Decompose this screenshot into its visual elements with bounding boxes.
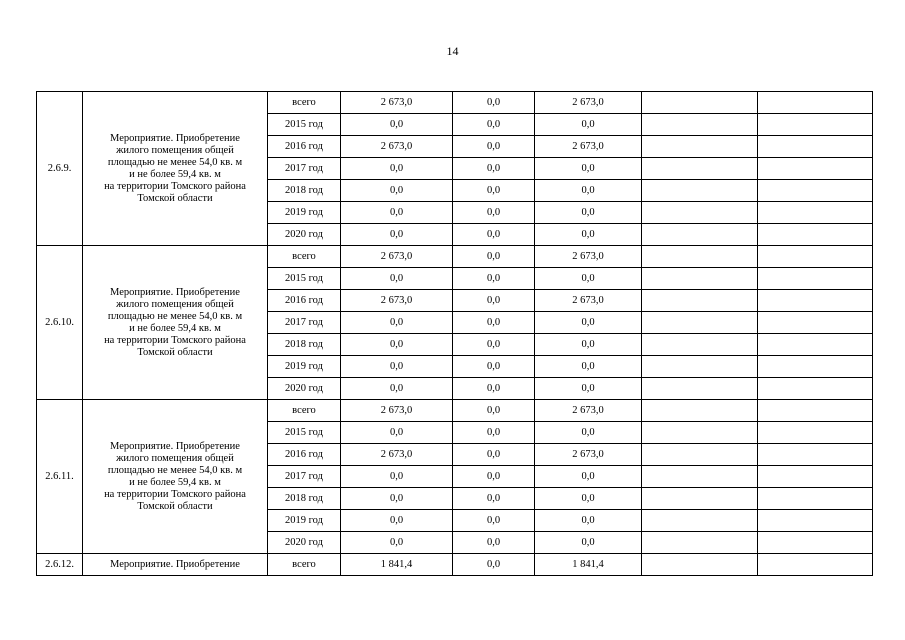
empty-cell (642, 180, 758, 202)
empty-cell (642, 378, 758, 400)
empty-cell (642, 224, 758, 246)
empty-cell (758, 554, 873, 576)
empty-cell (758, 312, 873, 334)
federal-cell: 0,0 (453, 92, 535, 114)
total-cell: 2 673,0 (341, 400, 453, 422)
empty-cell (642, 202, 758, 224)
federal-cell: 0,0 (453, 400, 535, 422)
federal-cell: 0,0 (453, 268, 535, 290)
description-line: на территории Томского района (104, 488, 246, 500)
period-cell: 2020 год (268, 224, 341, 246)
total-cell: 0,0 (341, 224, 453, 246)
federal-cell: 0,0 (453, 422, 535, 444)
empty-cell (758, 224, 873, 246)
total-cell: 0,0 (341, 356, 453, 378)
regional-cell: 0,0 (535, 114, 642, 136)
empty-cell (758, 378, 873, 400)
period-cell: 2015 год (268, 268, 341, 290)
federal-cell: 0,0 (453, 312, 535, 334)
empty-cell (642, 290, 758, 312)
activity-number: 2.6.10. (37, 246, 83, 400)
federal-cell: 0,0 (453, 136, 535, 158)
empty-cell (758, 158, 873, 180)
regional-cell: 2 673,0 (535, 92, 642, 114)
regional-cell: 0,0 (535, 510, 642, 532)
description-line: Мероприятие. Приобретение (110, 440, 240, 452)
total-cell: 2 673,0 (341, 290, 453, 312)
table-row (37, 400, 873, 422)
description-line: площадью не менее 54,0 кв. м (107, 156, 243, 168)
empty-cell (642, 444, 758, 466)
empty-cell (758, 488, 873, 510)
total-cell: 0,0 (341, 466, 453, 488)
period-cell: 2015 год (268, 114, 341, 136)
period-cell: 2017 год (268, 158, 341, 180)
federal-cell: 0,0 (453, 334, 535, 356)
description-line: жилого помещения общей (116, 452, 234, 464)
regional-cell: 0,0 (535, 356, 642, 378)
period-cell: всего (268, 92, 341, 114)
description-line: на территории Томского района (104, 334, 246, 346)
regional-cell: 0,0 (535, 180, 642, 202)
total-cell: 0,0 (341, 158, 453, 180)
total-cell: 0,0 (341, 532, 453, 554)
federal-cell: 0,0 (453, 180, 535, 202)
description-line: Мероприятие. Приобретение (110, 558, 240, 570)
total-cell: 2 673,0 (341, 136, 453, 158)
empty-cell (642, 92, 758, 114)
activity-number: 2.6.12. (37, 554, 83, 576)
funding-table (36, 91, 873, 576)
description-line: жилого помещения общей (116, 298, 234, 310)
empty-cell (758, 246, 873, 268)
activity-description (83, 92, 268, 246)
total-cell: 0,0 (341, 488, 453, 510)
empty-cell (758, 114, 873, 136)
regional-cell: 0,0 (535, 334, 642, 356)
total-cell: 2 673,0 (341, 246, 453, 268)
description-line: Мероприятие. Приобретение (110, 132, 240, 144)
federal-cell: 0,0 (453, 466, 535, 488)
empty-cell (642, 400, 758, 422)
activity-description (83, 400, 268, 554)
empty-cell (758, 422, 873, 444)
empty-cell (758, 444, 873, 466)
regional-cell: 1 841,4 (535, 554, 642, 576)
federal-cell: 0,0 (453, 554, 535, 576)
period-cell: 2016 год (268, 444, 341, 466)
period-cell: 2019 год (268, 202, 341, 224)
description-line: Томской области (137, 192, 213, 204)
period-cell: всего (268, 400, 341, 422)
activity-description (83, 554, 268, 576)
empty-cell (642, 312, 758, 334)
empty-cell (642, 246, 758, 268)
empty-cell (642, 554, 758, 576)
empty-cell (758, 290, 873, 312)
period-cell: 2017 год (268, 312, 341, 334)
activity-number: 2.6.9. (37, 92, 83, 246)
empty-cell (758, 268, 873, 290)
total-cell: 0,0 (341, 268, 453, 290)
total-cell: 0,0 (341, 334, 453, 356)
period-cell: 2019 год (268, 356, 341, 378)
empty-cell (758, 400, 873, 422)
description-line: площадью не менее 54,0 кв. м (107, 310, 243, 322)
description-line: жилого помещения общей (116, 144, 234, 156)
federal-cell: 0,0 (453, 532, 535, 554)
empty-cell (642, 466, 758, 488)
period-cell: 2016 год (268, 136, 341, 158)
period-cell: 2018 год (268, 334, 341, 356)
table-row (37, 92, 873, 114)
federal-cell: 0,0 (453, 444, 535, 466)
total-cell: 0,0 (341, 114, 453, 136)
table-body (37, 92, 873, 576)
regional-cell: 0,0 (535, 422, 642, 444)
period-cell: 2020 год (268, 378, 341, 400)
total-cell: 0,0 (341, 312, 453, 334)
regional-cell: 0,0 (535, 378, 642, 400)
description-line: Томской области (137, 346, 213, 358)
period-cell: всего (268, 246, 341, 268)
total-cell: 0,0 (341, 378, 453, 400)
regional-cell: 2 673,0 (535, 136, 642, 158)
regional-cell: 0,0 (535, 532, 642, 554)
federal-cell: 0,0 (453, 114, 535, 136)
description-line: и не более 59,4 кв. м (129, 168, 221, 180)
empty-cell (758, 180, 873, 202)
empty-cell (642, 422, 758, 444)
empty-cell (758, 356, 873, 378)
empty-cell (758, 334, 873, 356)
federal-cell: 0,0 (453, 488, 535, 510)
empty-cell (642, 532, 758, 554)
table-row (37, 554, 873, 576)
total-cell: 0,0 (341, 180, 453, 202)
federal-cell: 0,0 (453, 246, 535, 268)
empty-cell (642, 268, 758, 290)
federal-cell: 0,0 (453, 224, 535, 246)
total-cell: 2 673,0 (341, 92, 453, 114)
federal-cell: 0,0 (453, 290, 535, 312)
empty-cell (642, 510, 758, 532)
regional-cell: 0,0 (535, 466, 642, 488)
description-line: на территории Томского района (104, 180, 246, 192)
federal-cell: 0,0 (453, 356, 535, 378)
regional-cell: 0,0 (535, 488, 642, 510)
total-cell: 0,0 (341, 422, 453, 444)
description-line: и не более 59,4 кв. м (129, 476, 221, 488)
empty-cell (642, 158, 758, 180)
regional-cell: 0,0 (535, 224, 642, 246)
period-cell: 2018 год (268, 488, 341, 510)
regional-cell: 2 673,0 (535, 290, 642, 312)
total-cell: 2 673,0 (341, 444, 453, 466)
period-cell: 2015 год (268, 422, 341, 444)
empty-cell (758, 510, 873, 532)
empty-cell (642, 488, 758, 510)
total-cell: 0,0 (341, 202, 453, 224)
empty-cell (758, 532, 873, 554)
table-row (37, 246, 873, 268)
empty-cell (758, 202, 873, 224)
description-line: Томской области (137, 500, 213, 512)
regional-cell: 0,0 (535, 202, 642, 224)
total-cell: 1 841,4 (341, 554, 453, 576)
activity-description (83, 246, 268, 400)
period-cell: 2018 год (268, 180, 341, 202)
activity-number: 2.6.11. (37, 400, 83, 554)
period-cell: всего (268, 554, 341, 576)
regional-cell: 2 673,0 (535, 246, 642, 268)
empty-cell (758, 136, 873, 158)
federal-cell: 0,0 (453, 158, 535, 180)
period-cell: 2019 год (268, 510, 341, 532)
empty-cell (642, 334, 758, 356)
page-number: 14 (446, 44, 459, 58)
regional-cell: 0,0 (535, 268, 642, 290)
federal-cell: 0,0 (453, 202, 535, 224)
regional-cell: 2 673,0 (535, 400, 642, 422)
empty-cell (642, 136, 758, 158)
federal-cell: 0,0 (453, 510, 535, 532)
period-cell: 2017 год (268, 466, 341, 488)
description-line: площадью не менее 54,0 кв. м (107, 464, 243, 476)
regional-cell: 0,0 (535, 312, 642, 334)
period-cell: 2020 год (268, 532, 341, 554)
empty-cell (642, 114, 758, 136)
empty-cell (642, 356, 758, 378)
empty-cell (758, 466, 873, 488)
regional-cell: 2 673,0 (535, 444, 642, 466)
description-line: Мероприятие. Приобретение (110, 286, 240, 298)
description-line: и не более 59,4 кв. м (129, 322, 221, 334)
regional-cell: 0,0 (535, 158, 642, 180)
federal-cell: 0,0 (453, 378, 535, 400)
total-cell: 0,0 (341, 510, 453, 532)
empty-cell (758, 92, 873, 114)
period-cell: 2016 год (268, 290, 341, 312)
